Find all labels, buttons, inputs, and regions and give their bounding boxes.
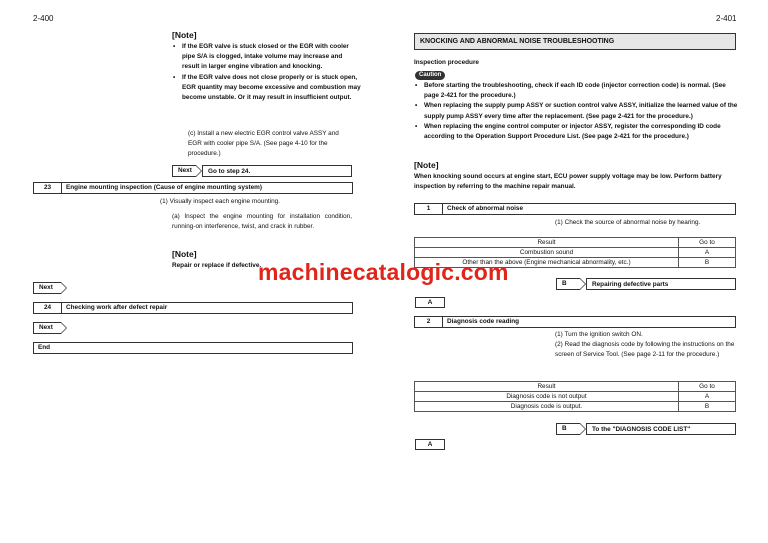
step-1-header — [414, 203, 736, 215]
note-bullets — [173, 42, 361, 103]
right-page-number: 2-401 — [716, 14, 737, 23]
goto-step-box: Go to step 24. — [202, 165, 352, 177]
note2-text: Repair or replace if defective. — [172, 262, 262, 269]
table-row — [415, 402, 736, 412]
step-number: 1 — [415, 204, 443, 214]
table-row — [415, 248, 736, 258]
step-23-item-1: (1) Visually inspect each engine mounting. — [160, 198, 280, 205]
step-label: Check of abnormal noise — [447, 205, 523, 212]
caution-bullet: • When replacing the supply pump ASSY or suction control valve ASSY, initialize the learned value of the supply pump ASSY every time after the replacement. (See page 2-421 for the procedure.) — [415, 101, 740, 121]
table-cell: A — [679, 248, 736, 258]
step-23-header — [33, 182, 353, 194]
result-table-2 — [414, 381, 736, 412]
table-cell: Diagnosis code is output. — [415, 402, 679, 412]
flow-marker-a: A — [415, 297, 445, 308]
table-header-row — [415, 382, 736, 392]
left-page-number: 2-400 — [33, 14, 54, 23]
table-cell: A — [679, 392, 736, 402]
branch-b-tag[interactable]: B — [556, 278, 580, 290]
watermark: machinecatalogic.com — [258, 259, 509, 285]
step-label: Engine mounting inspection (Cause of engine mounting system) — [66, 184, 262, 191]
table-cell: Other than the above (Engine mechanical abnormality, etc.) — [415, 258, 679, 268]
step-24-header — [33, 302, 353, 314]
table-row — [415, 392, 736, 402]
branch-b-destination: To the "DIAGNOSIS CODE LIST" — [586, 423, 736, 435]
step-2-item-1: (1) Turn the ignition switch ON. — [555, 331, 643, 338]
inspection-procedure-heading: Inspection procedure — [414, 59, 479, 66]
step-number: 23 — [34, 183, 62, 193]
step-label: Checking work after defect repair — [66, 304, 168, 311]
step-2-header — [414, 316, 736, 328]
next-button[interactable]: Next — [33, 282, 61, 294]
table-header: Result — [415, 382, 679, 392]
end-box: End — [33, 342, 353, 354]
table-cell: Combustion sound — [415, 248, 679, 258]
right-note-text: When knocking sound occurs at engine start, ECU power supply voltage may be low. Perform battery inspection by referring to the machine repair manual. — [414, 173, 722, 191]
table-cell: B — [679, 258, 736, 268]
step-1-item-1: (1) Check the source of abnormal noise by hearing. — [555, 219, 701, 226]
procedure-item-c: (c) Install a new electric EGR control valve ASSY and EGR with cooler pipe S/A. (See page 4-10 for the procedure.) — [188, 130, 339, 158]
table-header: Go to — [679, 382, 736, 392]
step-2-item-2: (2) Read the diagnosis code by following the instructions on the screen of Service Tool. (See page 2-11 for the procedure.) — [555, 341, 735, 359]
caution-badge: Caution — [415, 71, 445, 80]
table-header: Result — [415, 238, 679, 248]
step-label: Diagnosis code reading — [447, 318, 520, 325]
table-header-row — [415, 238, 736, 248]
caution-bullets — [415, 81, 740, 142]
table-cell: Diagnosis code is not output — [415, 392, 679, 402]
table-cell: B — [679, 402, 736, 412]
step-number: 24 — [34, 303, 62, 313]
flow-marker-a: A — [415, 439, 445, 450]
branch-b-tag[interactable]: B — [556, 423, 580, 435]
next-button[interactable]: Next — [172, 165, 196, 177]
note2-title: [Note] — [172, 249, 197, 259]
next-button[interactable]: Next — [33, 322, 61, 334]
note-title: [Note] — [172, 30, 197, 40]
caution-bullet: • Before starting the troubleshooting, check if each ID code (injector correction code) is normal. (See page 2-421 for the procedure.) — [415, 81, 740, 101]
note-bullet: • If the EGR valve is stuck closed or the EGR with cooler pipe S/A is clogged, intake volume may increase and result in larger engine vibration and knocking. — [173, 42, 361, 73]
table-header: Go to — [679, 238, 736, 248]
section-title: KNOCKING AND ABNORMAL NOISE TROUBLESHOOTING — [414, 33, 736, 50]
branch-b-destination: Repairing defective parts — [586, 278, 736, 290]
caution-bullet: • When replacing the engine control computer or injector ASSY, register the corresponding ID code according to the Operation Support Procedure List. (See page 2-421 for the procedure.) — [415, 122, 740, 142]
step-23-item-a: (a) Inspect the engine mounting for installation condition, running-on interference, twist, and crack in rubber. — [172, 213, 352, 231]
note-bullet: • If the EGR valve does not close properly or is stuck open, EGR quantity may become excessive and combustion may become unstable. Or it may result in insufficient output. — [173, 73, 361, 104]
step-number: 2 — [415, 317, 443, 327]
right-note-title: [Note] — [414, 160, 439, 170]
